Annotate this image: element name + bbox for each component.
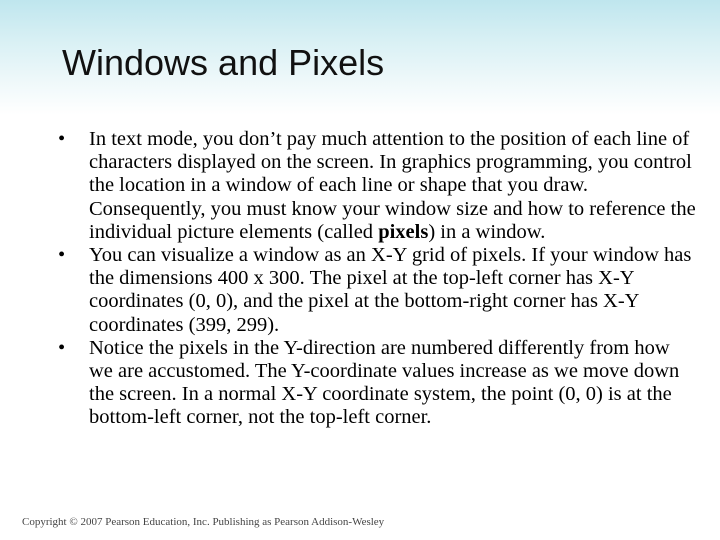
bullet-icon: •	[58, 244, 66, 267]
copyright-footer: Copyright © 2007 Pearson Education, Inc. Publishing as Pearson Addison-Wesley	[22, 516, 385, 528]
bullet-item	[58, 337, 698, 430]
bullet-item	[58, 128, 698, 244]
bullet-icon: •	[58, 336, 66, 359]
bullet-bold-term: pixels	[378, 220, 429, 243]
bullet-icon: •	[58, 128, 66, 150]
bullet-text-part: ) in a window.	[428, 220, 546, 243]
bullet-item	[58, 244, 698, 337]
slide-title: Windows and Pixels	[62, 42, 385, 83]
bullet-list	[58, 128, 698, 430]
bullet-text: You can visualize a window as an X-Y grid of pixels. If your window has the dimensions 400 x 300. The pixel at the top-left corner has X-Y coordinates (0, 0), and the pixel at the bottom-right corner has X-Y coordinates (399, 299).	[89, 244, 692, 336]
bullet-text-part: In text mode, you don’t pay much attention to the position of each line of characters displayed on the screen. In graphics programming, you control the location in a window of each line or shape that you draw. Consequently, you must know your window size and how to reference the individual picture elements (called	[89, 128, 696, 243]
bullet-text: Notice the pixels in the Y-direction are numbered differently from how we are accustomed. The Y-coordinate values increase as we move down the screen. In a normal X-Y coordinate system, the point (0, 0) is at the bottom-left corner, not the top-left corner.	[89, 336, 680, 429]
bullet-text	[89, 128, 696, 243]
